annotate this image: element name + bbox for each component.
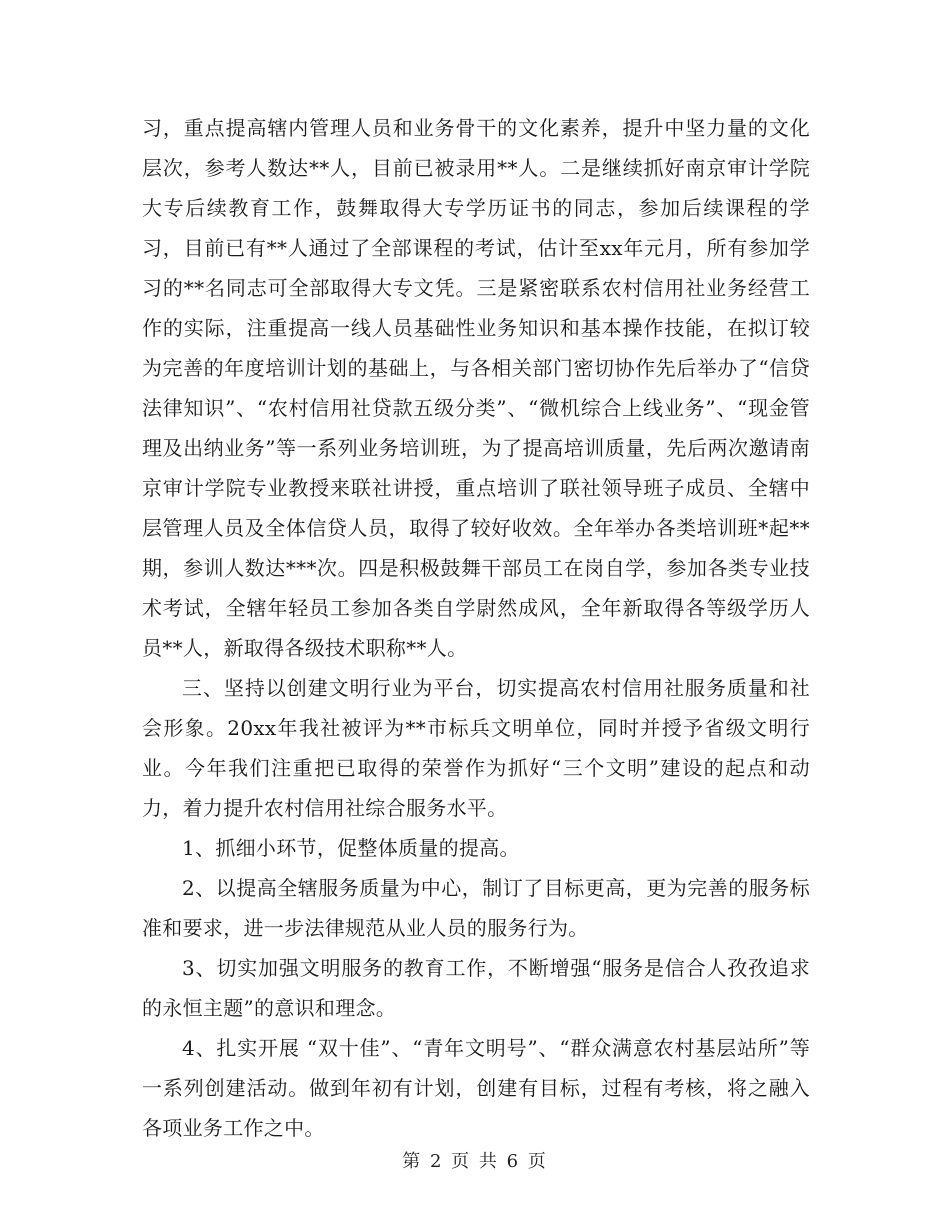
paragraph-section-three: 三、坚持以创建文明行业为平台，切实提高农村信用社服务质量和社会形象。20xx年我社被评为**市标兵文明单位，同时并授予省级文明行业。今年我们注重把已取得的荣誉作为抓好“三个文明”建设的起点和动力，着力提升农村信用社综合服务水平。: [142, 676, 810, 820]
paragraph-item-1: 1、抓细小环节，促整体质量的提高。: [182, 836, 520, 860]
paragraph-item-4: 4、扎实开展 “双十佳”、“青年文明号”、“群众满意农村基层站所”等一系列创建活动。做到年初有计划，创建有目标，过程有考核，将之融入各项业务工作之中。: [142, 1036, 810, 1140]
document-body: [142, 108, 810, 1148]
paragraph-item-3: 3、切实加强文明服务的教育工作，不断增强“服务是信合人孜孜追求的永恒主题”的意识和理念。: [142, 956, 810, 1020]
paragraph-item-2: 2、以提高全辖服务质量为中心，制订了目标更高，更为完善的服务标准和要求，进一步法律规范从业人员的服务行为。: [142, 876, 810, 940]
paragraph-training-summary: 习，重点提高辖内管理人员和业务骨干的文化素养，提升中坚力量的文化层次，参考人数达**人，目前已被录用**人。二是继续抓好南京审计学院大专后续教育工作，鼓舞取得大专学历证书的同志，参加后续课程的学习，目前已有**人通过了全部课程的考试，估计至xx年元月，所有参加学习的**名同志可全部取得大专文凭。三是紧密联系农村信用社业务经营工作的实际，注重提高一线人员基础性业务知识和基本操作技能，在拟订较为完善的年度培训计划的基础上，与各相关部门密切协作先后举办了“信贷法律知识”、“农村信用社贷款五级分类”、“微机综合上线业务”、“现金管理及出纳业务”等一系列业务培训班，为了提高培训质量，先后两次邀请南京审计学院专业教授来联社讲授，重点培训了联社领导班子成员、全辖中层管理人员及全体信贷人员，取得了较好收效。全年举办各类培训班*起**期，参训人数达***次。四是积极鼓舞干部员工在岗自学，参加各类专业技术考试，全辖年轻员工参加各类自学尉然成风，全年新取得各等级学历人员**人，新取得各级技术职称**人。: [142, 116, 810, 660]
page-number: 第 2 页 共 6 页: [402, 1151, 548, 1172]
